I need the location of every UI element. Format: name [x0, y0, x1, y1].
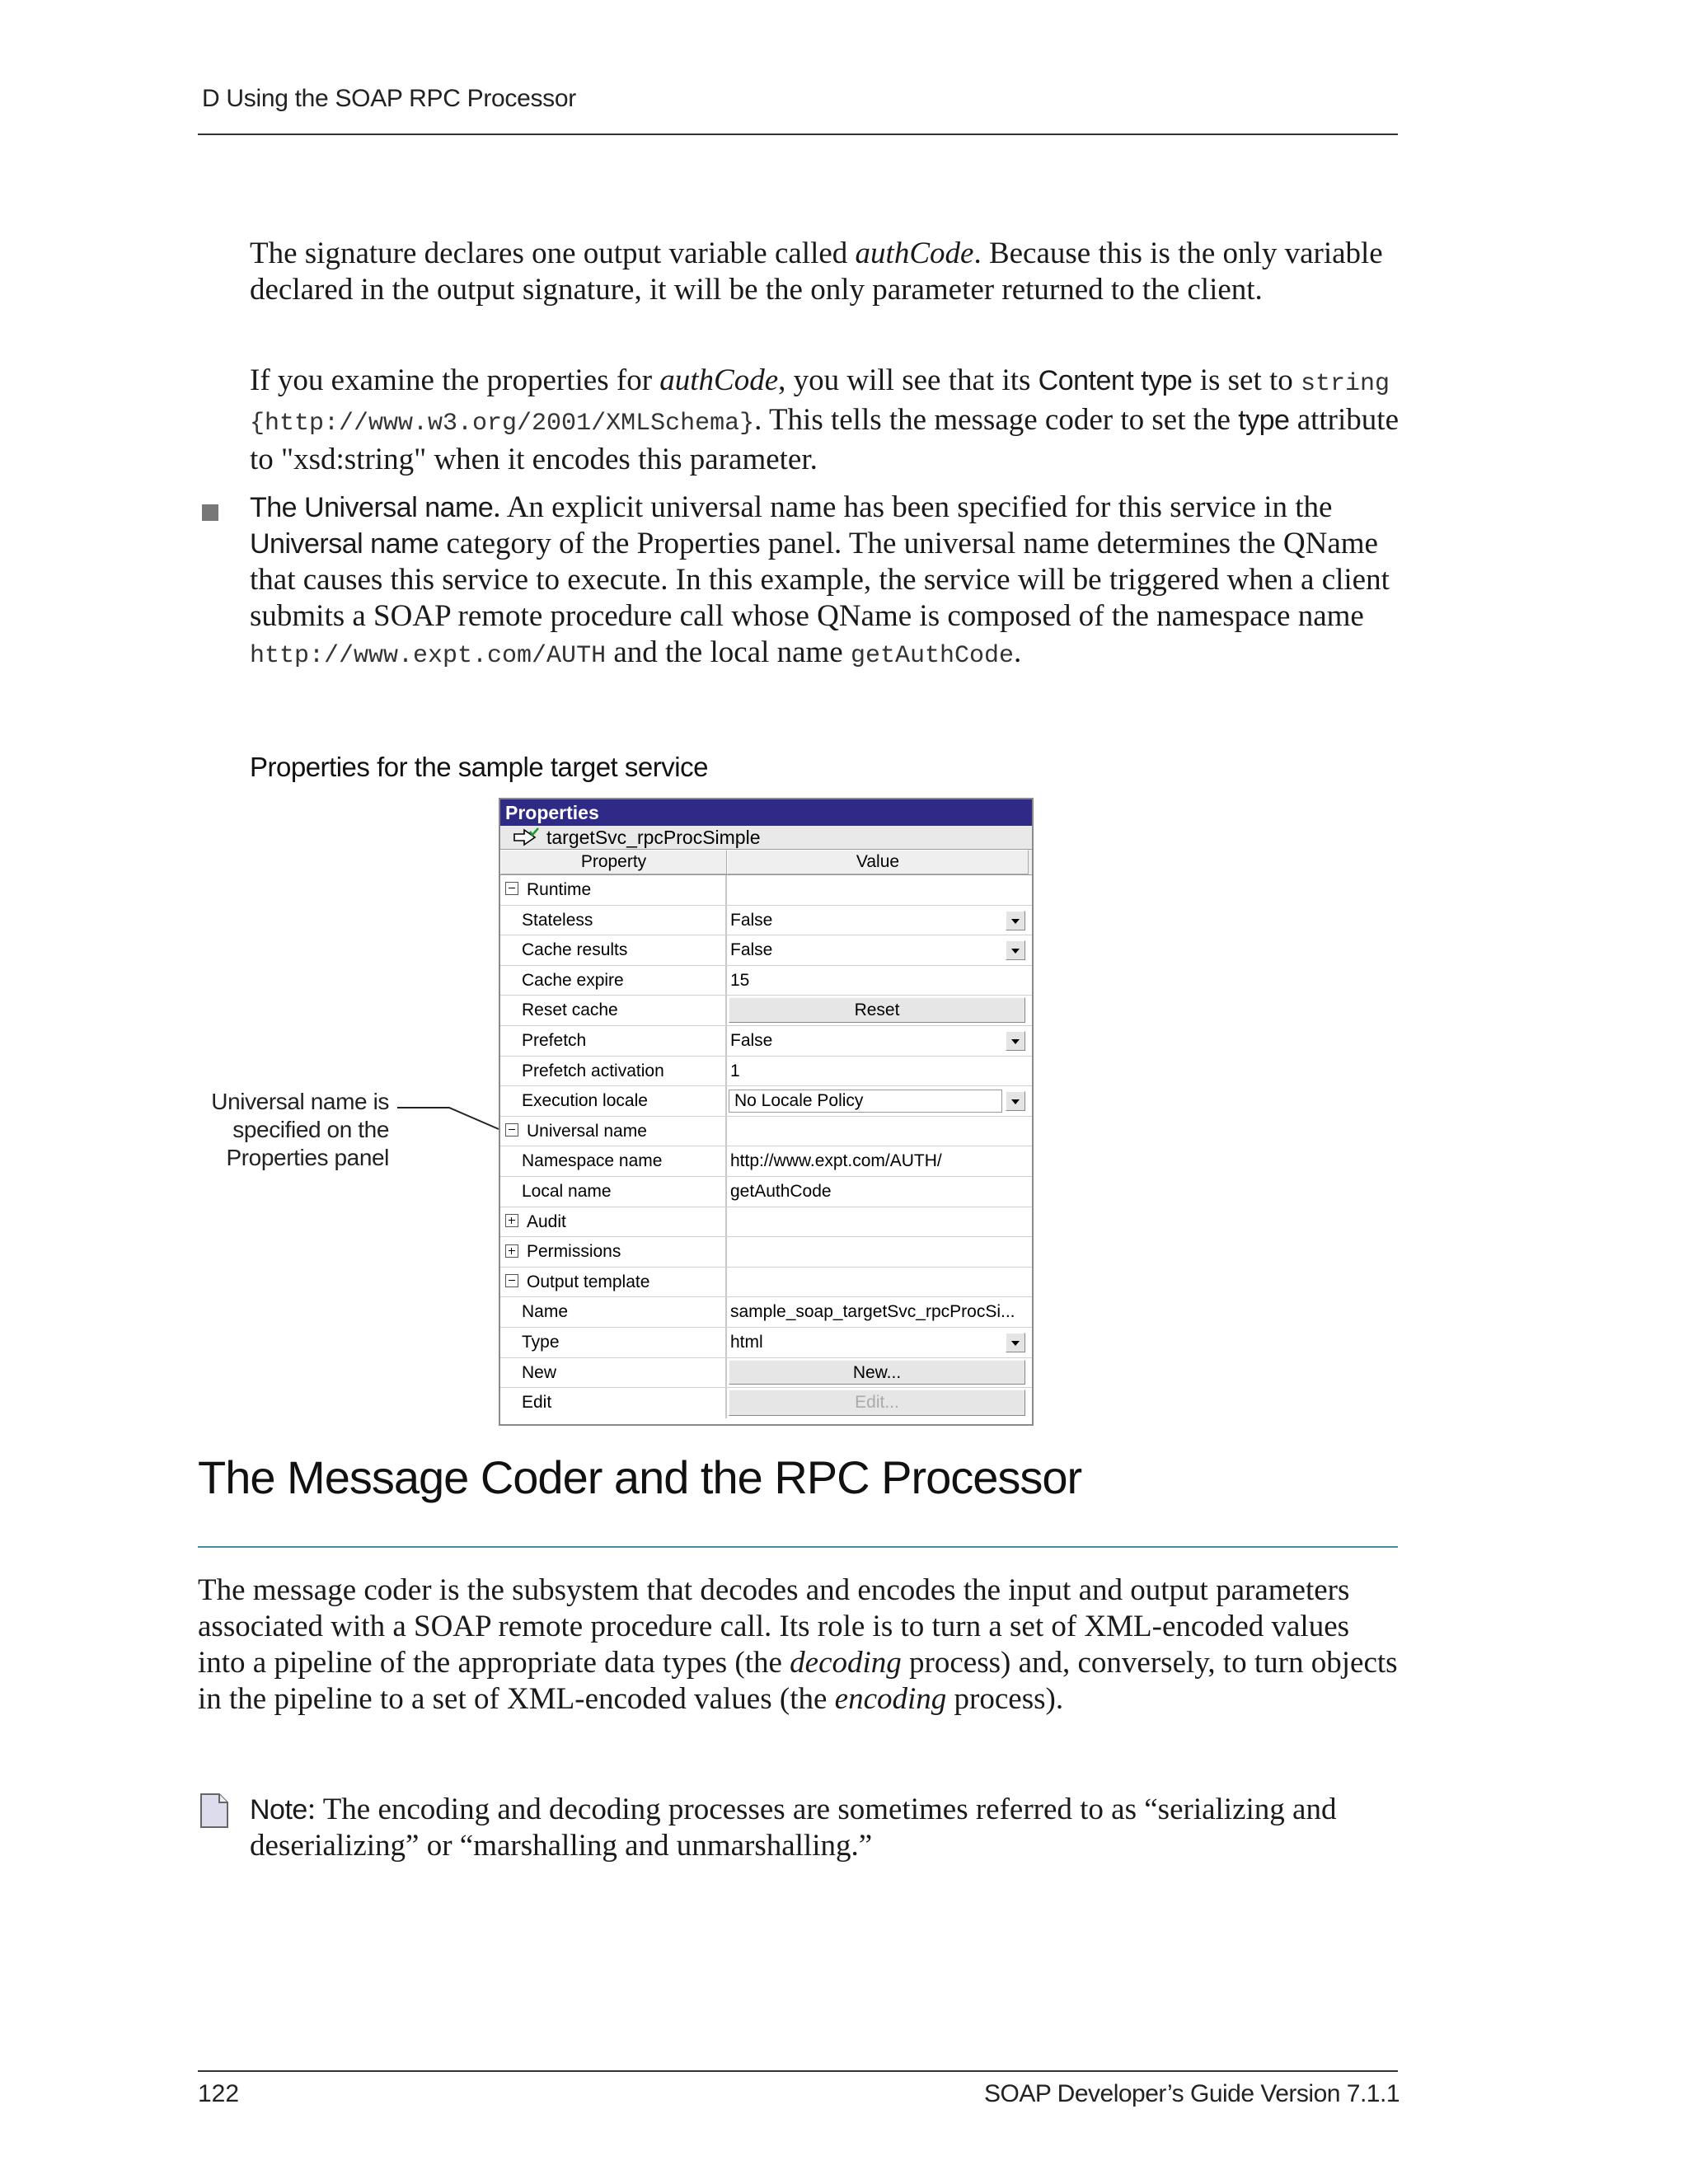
section-rule	[198, 1546, 1398, 1548]
properties-panel	[499, 798, 1034, 1426]
property-row-reset-cache	[500, 996, 1032, 1026]
property-row-cache-expire[interactable]	[500, 966, 1032, 996]
reset-button[interactable]: Reset	[729, 997, 1025, 1023]
expand-icon[interactable]	[505, 1244, 518, 1258]
dropdown-arrow-icon[interactable]	[1006, 911, 1025, 930]
edit-button[interactable]: Edit...	[729, 1390, 1025, 1416]
property-value: False	[730, 940, 773, 960]
text: and the local name	[606, 635, 851, 669]
column-header-value[interactable]: Value	[727, 850, 1029, 874]
group-audit[interactable]	[500, 1207, 1032, 1238]
property-label: Edit	[500, 1388, 727, 1418]
ui-term: Content type	[1038, 365, 1193, 396]
dropdown-arrow-icon[interactable]	[1006, 1091, 1025, 1111]
property-row-cache-results[interactable]	[500, 935, 1032, 966]
group-label: Permissions	[527, 1242, 621, 1262]
group-label: Runtime	[527, 880, 592, 899]
collapse-icon[interactable]	[505, 1274, 518, 1287]
dropdown-arrow-icon[interactable]	[1006, 1031, 1025, 1051]
note-label: Note	[250, 1794, 307, 1825]
text: The message coder is the subsystem that decodes and encodes the input and output parameters associated with a SOAP remote procedure call. Its role is to turn a set of XML-encoded values into a pipeline of the appropriate data types (the	[198, 1573, 1350, 1680]
page-number: 122	[198, 2080, 240, 2107]
property-label: Reset cache	[500, 996, 727, 1025]
service-name: targetSvc_rpcProcSimple	[546, 827, 761, 848]
property-value[interactable]: 15	[730, 970, 750, 990]
property-label: Cache results	[500, 935, 727, 965]
text: attribute to "xsd:string" when it encodes this parameter.	[250, 403, 1399, 476]
paragraph-message-coder	[198, 1572, 1401, 1718]
property-row-prefetch-activation[interactable]	[500, 1057, 1032, 1087]
group-label: Output template	[527, 1272, 650, 1291]
property-row-new	[500, 1358, 1032, 1389]
note-icon	[199, 1793, 229, 1829]
property-label: Prefetch activation	[500, 1057, 727, 1086]
column-headers	[500, 850, 1032, 875]
paragraph-content-type	[250, 363, 1404, 478]
bullet-universal-name	[250, 490, 1404, 674]
group-universal-name[interactable]	[500, 1117, 1032, 1147]
emphasis: authCode	[659, 363, 779, 397]
property-row-prefetch[interactable]	[500, 1026, 1032, 1057]
text: : The encoding and decoding processes are sometimes referred to as “serializing and deserializing” or “marshalling and unmarshalling.”	[250, 1793, 1337, 1863]
property-label: Namespace name	[500, 1146, 727, 1176]
text: The signature declares one output variable called	[250, 237, 856, 270]
property-row-name[interactable]	[500, 1297, 1032, 1328]
property-row-local-name[interactable]	[500, 1177, 1032, 1207]
section-heading: The Message Coder and the RPC Processor	[198, 1451, 1082, 1503]
property-value: False	[730, 1030, 773, 1050]
group-runtime[interactable]	[500, 875, 1032, 906]
property-row-namespace-name[interactable]	[500, 1146, 1032, 1177]
callout-line: Universal name is	[211, 1089, 389, 1114]
bullet-square-icon	[202, 504, 218, 521]
property-value[interactable]: sample_soap_targetSvc_rpcProcSi...	[730, 1302, 1015, 1322]
property-label: New	[500, 1358, 727, 1388]
text: is set to	[1192, 363, 1301, 397]
bullet-lead: The Universal name	[250, 492, 494, 523]
property-value[interactable]: http://www.expt.com/AUTH/	[730, 1151, 942, 1171]
property-label: Prefetch	[500, 1026, 727, 1056]
property-value[interactable]: getAuthCode	[730, 1181, 832, 1201]
callout-line: specified on the	[232, 1117, 389, 1142]
running-header: D Using the SOAP RPC Processor	[202, 85, 576, 112]
property-row-execution-locale[interactable]	[500, 1086, 1032, 1117]
figure-callout	[198, 1088, 389, 1172]
column-header-property[interactable]: Property	[500, 850, 727, 874]
property-row-type[interactable]	[500, 1328, 1032, 1358]
text: process) and, conversely, to turn objects in the pipeline to a set of XML-encoded values (the	[198, 1646, 1398, 1716]
note-paragraph	[250, 1792, 1404, 1864]
text: .	[1014, 635, 1022, 669]
header-rule	[198, 134, 1398, 135]
text: , you will see that its	[778, 363, 1039, 397]
group-output-template[interactable]	[500, 1268, 1032, 1298]
ui-term: Universal name	[250, 528, 439, 560]
property-label: Stateless	[500, 906, 727, 935]
code-text: string {http://www.w3.org/2001/XMLSchema}	[250, 370, 1390, 438]
group-label: Audit	[527, 1212, 566, 1231]
property-label: Local name	[500, 1177, 727, 1207]
group-label: Universal name	[527, 1121, 647, 1141]
panel-title: Properties	[500, 799, 1032, 826]
footer-title: SOAP Developer’s Guide Version 7.1.1	[984, 2080, 1400, 2107]
property-row-edit	[500, 1388, 1032, 1418]
dropdown-arrow-icon[interactable]	[1006, 1333, 1025, 1352]
text: . This tells the message coder to set the	[754, 403, 1239, 437]
text: . An explicit universal name has been specified for this service in the	[493, 490, 1333, 524]
figure-caption: Properties for the sample target service	[250, 752, 708, 782]
emphasis: encoding	[834, 1682, 947, 1716]
code-text: http://www.expt.com/AUTH	[250, 642, 607, 670]
locale-select[interactable]: No Locale Policy	[729, 1090, 1002, 1113]
property-row-stateless[interactable]	[500, 906, 1032, 936]
text: category of the Properties panel. The universal name determines the QName that causes this service to execute. In this example, the service will be triggered when a client submits a SOAP remote procedure call whose QName is composed of the namespace name	[250, 527, 1390, 633]
callout-line: Properties panel	[226, 1145, 389, 1170]
expand-icon[interactable]	[505, 1214, 518, 1227]
collapse-icon[interactable]	[505, 1123, 518, 1137]
text: process).	[946, 1682, 1064, 1716]
text: If you examine the properties for	[250, 363, 660, 397]
panel-service-row[interactable]	[500, 826, 1032, 850]
service-arrow-icon	[512, 827, 540, 847]
property-value[interactable]: 1	[730, 1061, 740, 1080]
emphasis: authCode	[855, 237, 974, 270]
paragraph-signature	[250, 236, 1404, 308]
property-label: Name	[500, 1297, 727, 1327]
code-text: getAuthCode	[850, 642, 1015, 670]
emphasis: decoding	[790, 1646, 902, 1680]
property-value: False	[730, 910, 773, 930]
new-button[interactable]: New...	[729, 1360, 1025, 1385]
property-value: html	[730, 1332, 763, 1352]
ui-term: type	[1238, 405, 1290, 436]
property-label: Execution locale	[500, 1086, 727, 1116]
text: . Because this is the only variable declared in the output signature, it will be the only parameter returned to the client.	[250, 237, 1383, 307]
dropdown-arrow-icon[interactable]	[1006, 940, 1025, 960]
collapse-icon[interactable]	[505, 882, 518, 895]
property-label: Type	[500, 1328, 727, 1357]
property-label: Cache expire	[500, 966, 727, 996]
group-permissions[interactable]	[500, 1237, 1032, 1268]
footer-rule	[198, 2070, 1398, 2072]
